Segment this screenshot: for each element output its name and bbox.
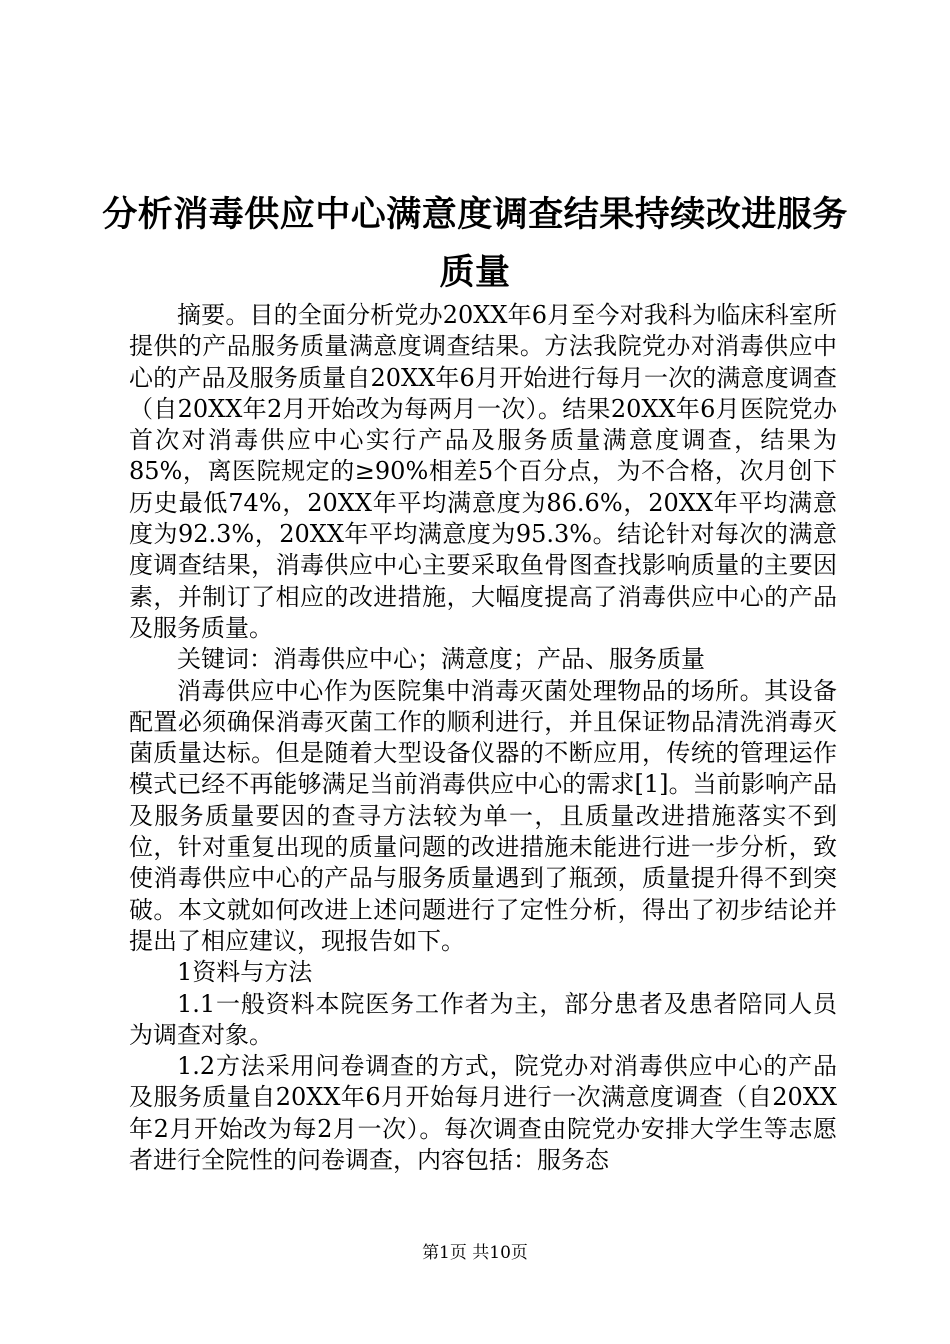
page-footer: 第1页 共10页 (422, 1243, 528, 1263)
abstract-paragraph: 摘要。目的全面分析党办20XX年6月至今对我科为临床科室所提供的产品服务质量满意度调查结果。方法我院党办对消毒供应中心的产品及服务质量自20XX年6月开始进行每月一次的满意度调查（自20XX年2月开始改为每两月一次）。结果20XX年6月医院党办首次对消毒供应中心实行产品及服务质量满意度调查，结果为85%，离医院规定的≥90%相差5个百分点，为不合格，次月创下历史最低74%，20XX年平均满意度为86.6%，20XX年平均满意度为92.3%，20XX年平均满意度为95.3%。结论针对每次的满意度调查结果，消毒供应中心主要采取鱼骨图查找影响质量的主要因素，并制订了相应的改进措施，大幅度提高了消毒供应中心的产品及服务质量。 (129, 301, 837, 642)
document-title: 分析消毒供应中心满意度调查结果持续改进服务质量 (102, 194, 848, 293)
document-body (129, 300, 837, 1176)
section-heading: 1资料与方法 (177, 958, 313, 987)
keywords-paragraph: 关键词：消毒供应中心；满意度；产品、服务质量 (177, 645, 705, 674)
subsection-paragraph: 1.1一般资料本院医务工作者为主，部分患者及患者陪同人员为调查对象。 (129, 989, 837, 1049)
methods-paragraph: 1.2方法采用问卷调查的方式，院党办对消毒供应中心的产品及服务质量自20XX年6月开始每月进行一次满意度调查（自20XX年2月开始改为每2月一次）。每次调查由院党办安排大学生等志愿者进行全院性的问卷调查，内容包括：服务态 (129, 1052, 837, 1175)
intro-paragraph: 消毒供应中心作为医院集中消毒灭菌处理物品的场所。其设备配置必须确保消毒灭菌工作的顺利进行，并且保证物品清洗消毒灭菌质量达标。但是随着大型设备仪器的不断应用，传统的管理运作模式已经不再能够满足当前消毒供应中心的需求[1]。当前影响产品及服务质量要因的查寻方法较为单一，且质量改进措施落实不到位，针对重复出现的质量问题的改进措施未能进行进一步分析，致使消毒供应中心的产品与服务质量遇到了瓶颈，质量提升得不到突破。本文就如何改进上述问题进行了定性分析，得出了初步结论并提出了相应建议，现报告如下。 (129, 676, 837, 955)
